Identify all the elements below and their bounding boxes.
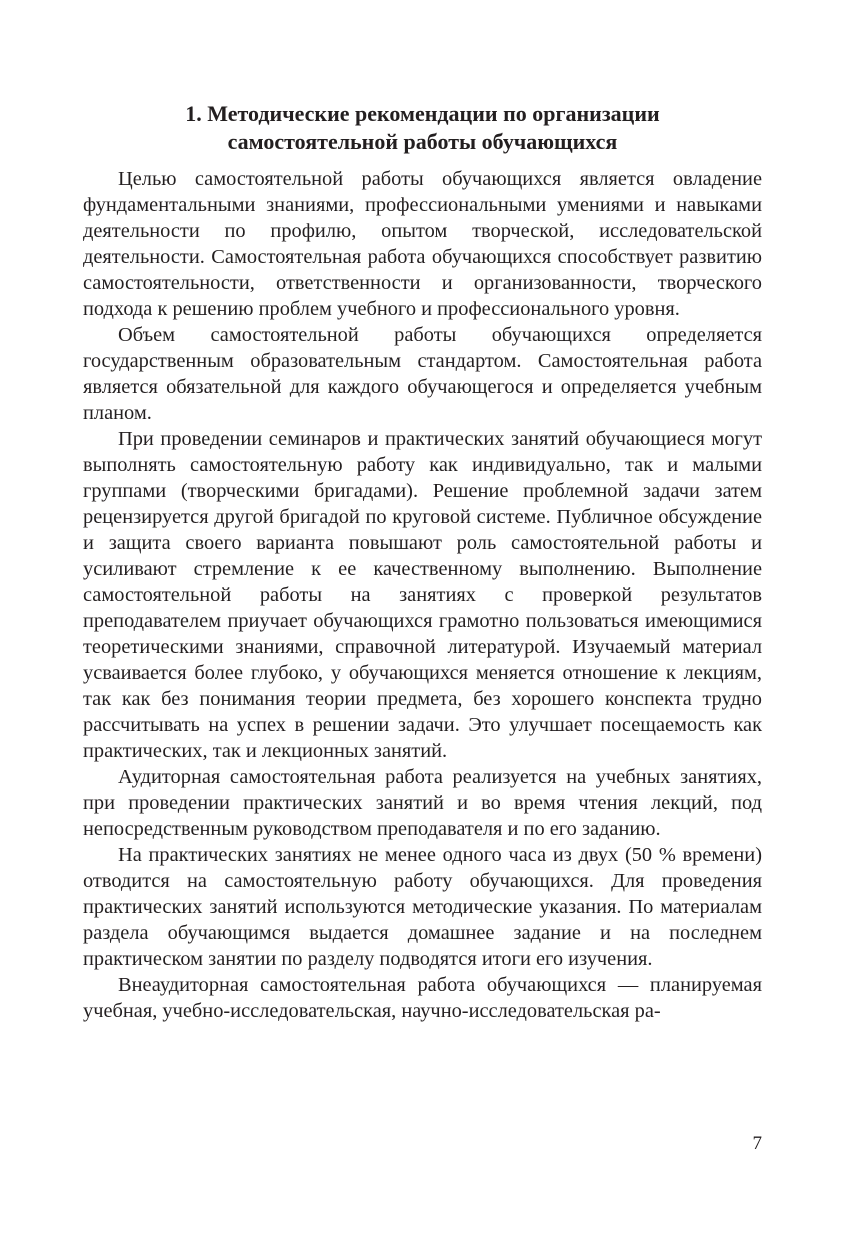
page-content — [83, 100, 762, 1024]
page-number: 7 — [752, 1133, 762, 1154]
paragraph-classroom-work: Аудиторная самостоятельная работа реализуется на учебных занятиях, при проведении практических занятий и во время чтения лекций, под непосредственным руководством преподавателя и по его заданию. — [83, 766, 762, 840]
paragraph-extracurricular-work: Внеаудиторная самостоятельная работа обучающихся — планируемая учебная, учебно-исследовательская, научно-исследовательская ра- — [83, 974, 762, 1022]
body-text — [83, 166, 762, 1024]
section-heading — [83, 100, 762, 156]
paragraph-goals: Целью самостоятельной работы обучающихся является овладение фундаментальными знаниями, профессиональными умениями и навыками деятельности по профилю, опытом творческой, исследовательской деятельности. Самостоятельная работа обучающихся способствует развитию самостоятельности, ответственности и организованности, творческого подхода к решению проблем учебного и профессионального уровня. — [83, 168, 762, 320]
paragraph-seminars: При проведении семинаров и практических занятий обучающиеся могут выполнять самостоятельную работу как индивидуально, так и малыми группами (творческими бригадами). Решение проблемной задачи затем рецензируется другой бригадой по круговой системе. Публичное обсуждение и защита своего варианта повышают роль самостоятельной работы и усиливают стремление к ее качественному выполнению. Выполнение самостоятельной работы на занятиях с проверкой результатов преподавателем приучает обучающихся грамотно пользоваться имеющимися теоретическими знаниями, справочной литературой. Изучаемый материал усваивается более глубоко, у обучающихся меняется отношение к лекциям, так как без понимания теории предмета, без хорошего конспекта трудно рассчитывать на успех в решении задачи. Это улучшает посещаемость как практических, так и лекционных занятий. — [83, 428, 762, 762]
paragraph-volume: Объем самостоятельной работы обучающихся определяется государственным образовательным стандартом. Самостоятельная работа является обязательной для каждого обучающегося и определяется учебным планом. — [83, 324, 762, 424]
section-heading-line-2: самостоятельной работы обучающихся — [227, 129, 618, 154]
section-heading-line-1: 1. Методические рекомендации по организации — [185, 101, 660, 126]
paragraph-practical-classes: На практических занятиях не менее одного часа из двух (50 % времени) отводится на самостоятельную работу обучающихся. Для проведения практических занятий используются методические указания. По материалам раздела обучающимся выдается домашнее задание и на последнем практическом занятии по разделу подводятся итоги его изучения. — [83, 844, 762, 970]
